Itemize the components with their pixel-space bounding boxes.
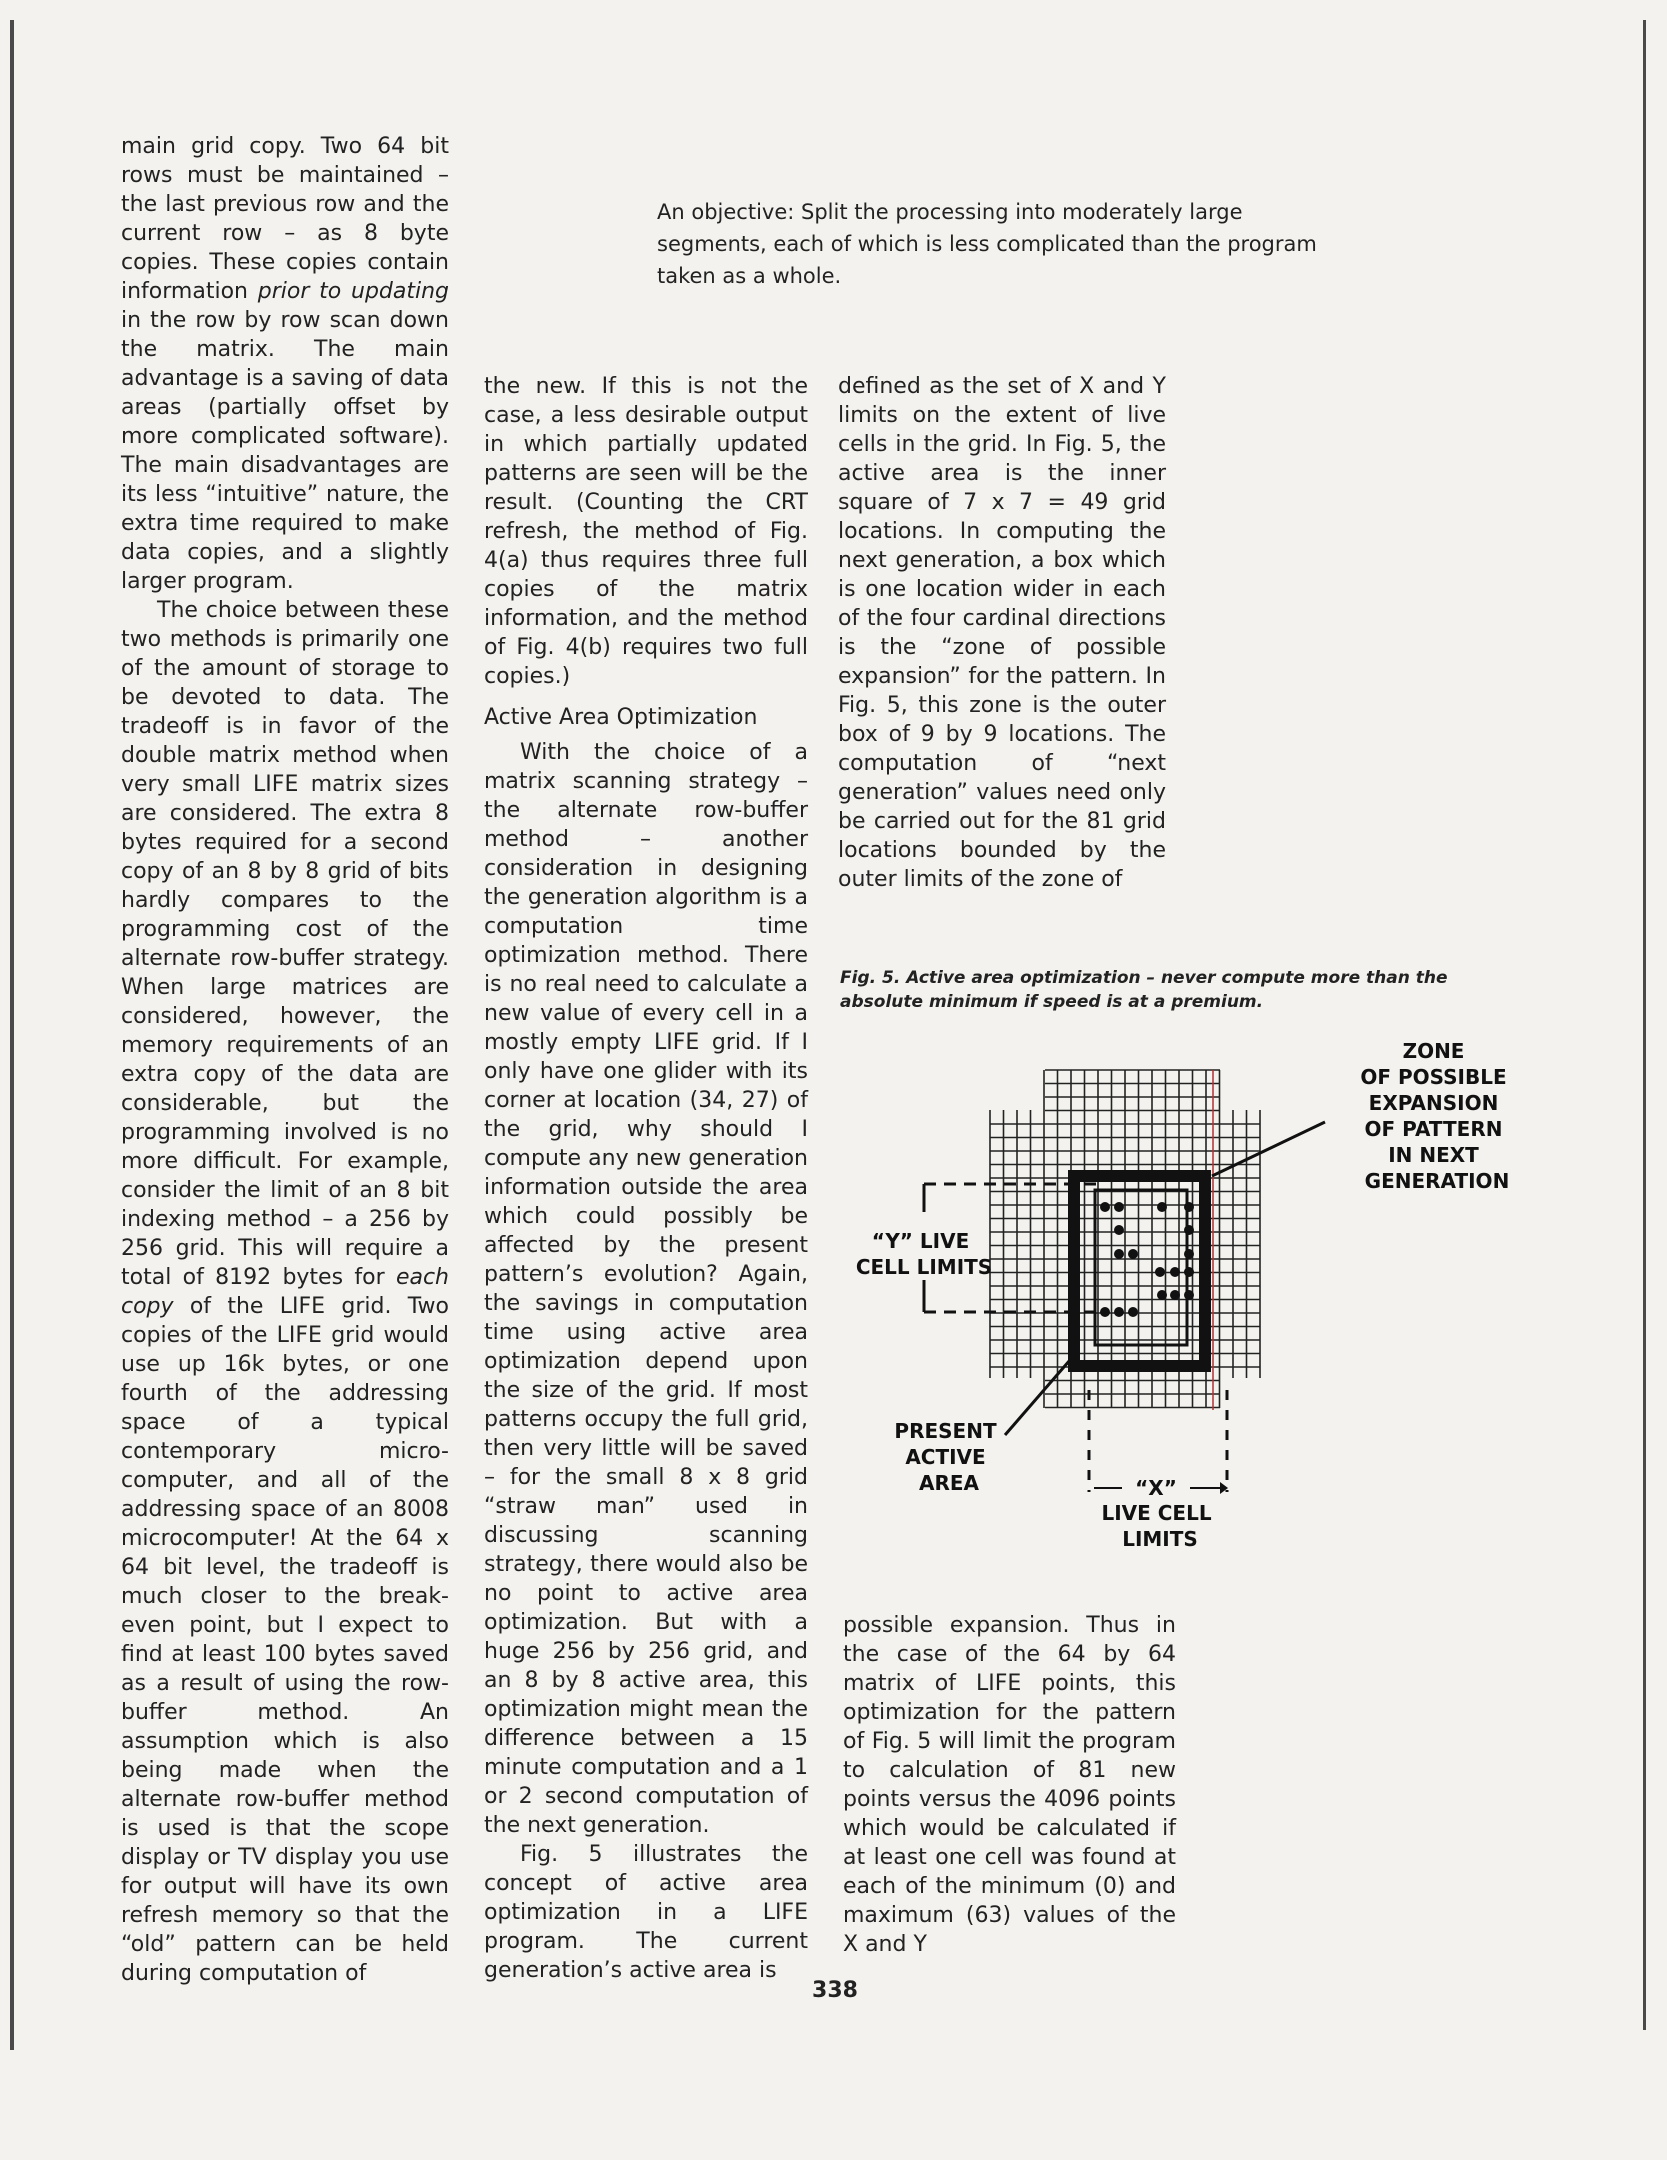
col1-paragraph-1: main grid copy. Two 64 bit rows must be maintained – the last previous row and the current row – as 8 byte copies. These copies contain information prior to updating in the row by row scan down the matrix. The main advantage is a saving of data areas (partially offset by more complicated software). The main disadvantages are its less “intuitive” nature, the extra time required to make data copies, and a slightly larger program. <box>121 134 450 594</box>
live-cell <box>1184 1202 1194 1212</box>
objective-callout: An objective: Split the processing into moderately large segments, each of which is less complicated than the program taken as a whole. <box>657 200 1317 288</box>
column-3-bottom <box>843 1611 1176 1959</box>
live-cell <box>1184 1249 1194 1259</box>
live-cell <box>1128 1307 1138 1317</box>
live-cell <box>1100 1202 1110 1212</box>
col2-paragraph-2: With the choice of a matrix scanning strategy – the alternate row-buffer method – another consideration in designing the generation algorithm is a computation time optimization method. There is no real need to calculate a new value of every cell in a mostly empty LIFE grid. If I only have one glider with its corner at location (34, 27) of the grid, why should I compute any new generation information outside the area which could possibly be affected by the present pattern’s evolution? Again, the savings in computation time using active area optimization depend upon the size of the grid. If most patterns occupy the full grid, then very little will be saved – for the small 8 x 8 grid “straw man” used in discussing scanning strategy, there would also be no point to active area optimization. But with a huge 256 by 256 grid, and an 8 by 8 active area, this optimization might mean the difference between a 15 minute computation and a 1 or 2 second computation of the next generation. <box>484 740 808 1838</box>
column-2 <box>484 372 808 1985</box>
col3-paragraph-2: possible expansion. Thus in the case of the 64 by 64 matrix of LIFE points, this optimization for the pattern of Fig. 5 will limit the program to calculation of 81 new points versus the 4096 points which would be calculated if at least one cell was found at each of the minimum (0) and maximum (63) values of the X and Y <box>843 1613 1176 1957</box>
x-marker-label: “X” <box>1135 1476 1177 1500</box>
present-active-area-label: PRESENT ACTIVE AREA <box>894 1419 997 1495</box>
live-cell <box>1170 1267 1180 1277</box>
figure-5-diagram <box>840 1030 1540 1550</box>
y-live-cell-limits-label: “Y” LIVE CELL LIMITS <box>855 1229 993 1279</box>
live-cell <box>1155 1267 1165 1277</box>
column-1 <box>121 132 449 1988</box>
right-border-line <box>1643 20 1646 2030</box>
col2-paragraph-3: Fig. 5 illustrates the concept of active area optimization in a LIFE program. The current generation’s active area is <box>484 1842 808 1983</box>
zone-label: ZONE OF POSSIBLE EXPANSION OF PATTERN IN NEXT GENERATION <box>1360 1039 1510 1193</box>
live-cell <box>1114 1225 1124 1235</box>
live-cell <box>1157 1290 1167 1300</box>
col2-paragraph-1: the new. If this is not the case, a less desirable output in which partially updated patterns are seen will be the result. (Counting the CRT refresh, the method of Fig. 4(a) thus requires three full copies of the matrix information, and the method of Fig. 4(b) requires two full copies.) <box>484 374 808 689</box>
live-cell <box>1100 1307 1110 1317</box>
live-cell <box>1128 1249 1138 1259</box>
live-cell <box>1184 1267 1194 1277</box>
live-cell <box>1114 1202 1124 1212</box>
column-3-top <box>838 372 1166 894</box>
page-number: 338 <box>812 1978 858 2003</box>
col3-paragraph-1: defined as the set of X and Y limits on the extent of live cells in the grid. In Fig. 5, the active area is the inner square of 7 x 7 = 49 grid locations. In computing the next generation, a box which is one location wider in each of the four cardinal directions is the “zone of possible expansion” for the pattern. In Fig. 5, this zone is the outer box of 9 by 9 locations. The computation of “next generation” values need only be carried out for the 81 grid locations bounded by the outer limits of the zone of <box>838 374 1166 892</box>
live-cell <box>1114 1249 1124 1259</box>
live-cell <box>1157 1202 1167 1212</box>
col1-paragraph-2: The choice between these two methods is primarily one of the amount of storage to be devoted to data. The tradeoff is in favor of the double matrix method when very small LIFE matrix sizes are considered. The extra 8 bytes required for a second copy of an 8 by 8 grid of bits hardly compares to the programming cost of the alternate row-buffer strategy. When large matrices are considered, however, the memory requirements of an extra copy of the data are considerable, but the programming involved is no more difficult. For example, consider the limit of an 8 bit indexing method – a 256 by 256 grid. This will require a total of 8192 bytes for each copy of the LIFE grid. Two copies of the LIFE grid would use up 16k bytes, or one fourth of the addressing space of a typical contemporary micro-computer, and all of the addressing space of an 8008 microcomputer! At the 64 x 64 bit level, the tradeoff is much closer to the break-even point, but I expect to find at least 100 bytes saved as a result of using the row-buffer method. An assumption which is also being made when the alternate row-buffer method is used is that the scope display or TV display you use for output will have its own refresh memory so that the “old” pattern can be held during computation of <box>121 598 449 1986</box>
x-live-cell-limits-label: LIVE CELL LIMITS <box>1101 1501 1212 1550</box>
left-border-line <box>10 20 14 2050</box>
figure-caption: Fig. 5. Active area optimization – never compute more than the absolute minimum if speed is at a premium. <box>840 968 1448 1012</box>
x-arrow-head <box>1220 1482 1228 1494</box>
grid-lines <box>990 1070 1260 1408</box>
section-heading: Active Area Optimization <box>484 705 758 730</box>
live-cell <box>1184 1225 1194 1235</box>
live-cell <box>1114 1307 1124 1317</box>
present-pointer-line <box>1005 1360 1070 1435</box>
live-cell <box>1170 1290 1180 1300</box>
zone-pointer-line <box>1212 1122 1325 1176</box>
live-cell <box>1184 1290 1194 1300</box>
